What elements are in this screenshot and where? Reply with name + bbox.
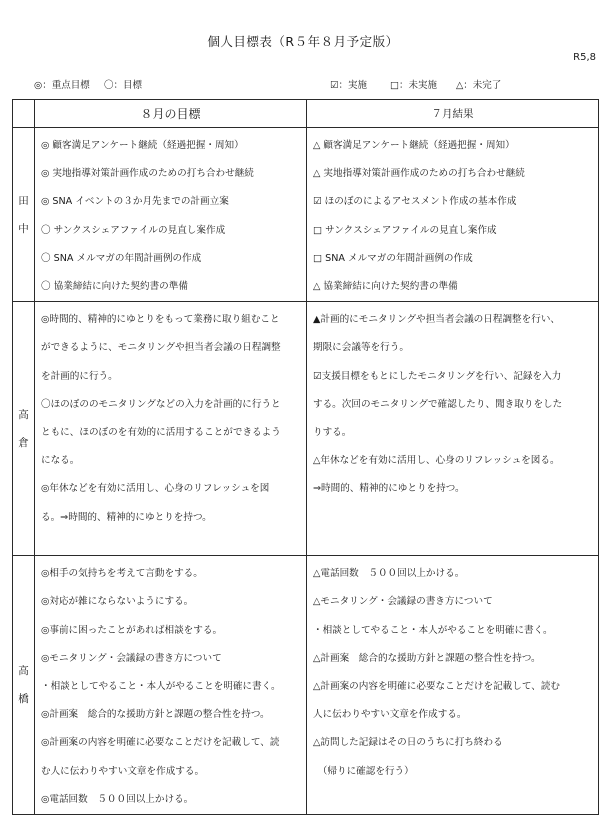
result-line: □ サンクスシェアファイルの見直し案作成 bbox=[313, 224, 497, 236]
results-cell bbox=[307, 302, 599, 556]
goal-line: になる。 bbox=[41, 455, 80, 467]
results-cell bbox=[307, 556, 599, 815]
header-goals: ８月の目標 bbox=[35, 100, 307, 128]
legend-not-done: □：未実施 bbox=[390, 80, 437, 91]
result-line: りする。 bbox=[313, 427, 352, 439]
goals-cell bbox=[35, 128, 307, 302]
result-line: ・相談としてやること・本人がやることを明確に書く。 bbox=[313, 624, 553, 636]
goal-line: む人に伝わりやすい文章を作成する。 bbox=[41, 765, 205, 777]
result-line: 期限に会議等を行う。 bbox=[313, 342, 409, 354]
goal-line: ◎電話回数 ５００回以上かける。 bbox=[41, 793, 194, 805]
result-line: 人に伝わりやすい文章を作成する。 bbox=[313, 709, 467, 721]
goal-line: ◎ 顧客満足アンケート継続（経過把握・周知） bbox=[41, 140, 244, 151]
goal-line: 〇 サンクスシェアファイルの見直し案作成 bbox=[41, 224, 226, 236]
person-name-char: 高 bbox=[18, 665, 29, 678]
person-name-char: 中 bbox=[18, 222, 29, 235]
person-name-char: 高 bbox=[18, 408, 29, 421]
results-cell bbox=[307, 128, 599, 302]
document-date: R5,8 bbox=[573, 52, 596, 63]
goal-line: ともに、ほのぼのを有効的に活用することができるよう bbox=[41, 427, 281, 439]
goal-line: ◎対応が雑にならないようにする。 bbox=[41, 596, 194, 608]
goals-cell bbox=[35, 302, 307, 556]
goal-line: 〇ほのぼののモニタリングなどの入力を計画的に行うと bbox=[41, 398, 281, 410]
result-line: △モニタリング・会議録の書き方について bbox=[313, 596, 493, 608]
goal-line: る。⇒時間的、精神的にゆとりを持つ。 bbox=[41, 511, 212, 523]
header-results: ７月結果 bbox=[307, 100, 599, 128]
table-row bbox=[13, 302, 599, 556]
goal-line: ◎相手の気持ちを考えて言動をする。 bbox=[41, 568, 203, 580]
result-line: △訪問した記録はその日のうちに打ち終わる bbox=[313, 737, 503, 749]
result-line: △年休などを有効に活用し、心身のリフレッシュを図る。 bbox=[313, 455, 560, 467]
goal-line: ・相談としてやること・本人がやることを明確に書く。 bbox=[41, 681, 281, 693]
result-line: ☑支援目標をもとにしたモニタリングを行い、記録を入力 bbox=[313, 370, 562, 382]
goal-line: 〇 協業締結に向けた契約書の準備 bbox=[41, 281, 188, 293]
goal-line: ◎ SNA イベントの３か月先までの計画立案 bbox=[41, 196, 229, 208]
table-header-row bbox=[13, 100, 599, 128]
goal-line: ◎時間的、精神的にゆとりをもって業務に取り組むこと bbox=[41, 314, 280, 326]
document-title: 個人目標表（R５年８月予定版） bbox=[207, 34, 399, 49]
result-line: ▲計画的にモニタリングや担当者会議の日程調整を行い、 bbox=[313, 314, 561, 326]
person-name-char: 倉 bbox=[18, 436, 29, 449]
table-row bbox=[13, 128, 599, 302]
legend bbox=[0, 77, 606, 91]
person-name-char: 橋 bbox=[18, 693, 29, 706]
result-line: （帰りに確認を行う） bbox=[313, 765, 414, 777]
header-empty-cell bbox=[13, 100, 35, 128]
result-line: △ 実地指導対策計画作成のための打ち合わせ継続 bbox=[313, 168, 525, 180]
legend-done: ☑：実施 bbox=[330, 80, 368, 91]
goals-table bbox=[12, 99, 599, 815]
result-line: △計画案の内容を明確に必要なことだけを記載して、読む bbox=[313, 681, 561, 693]
legend-incomplete: △：未完了 bbox=[456, 80, 502, 91]
goal-line: ◎モニタリング・会議録の書き方について bbox=[41, 652, 222, 664]
legend-goal: 〇：目標 bbox=[104, 80, 143, 91]
goal-line: ◎計画案の内容を明確に必要なことだけを記載して、読 bbox=[41, 737, 280, 749]
goal-line: ◎ 実地指導対策計画作成のための打ち合わせ継続 bbox=[41, 168, 254, 180]
legend-priority-goal: ◎：重点目標 bbox=[34, 80, 90, 91]
result-line: △ 顧客満足アンケート継続（経過把握・周知） bbox=[313, 140, 515, 151]
result-line: △電話回数 ５００回以上かける。 bbox=[313, 568, 465, 580]
result-line: ⇒時間的、精神的にゆとりを持つ。 bbox=[313, 483, 465, 495]
goal-line: ◎計画案 総合的な援助方針と課題の整合性を持つ。 bbox=[41, 709, 270, 721]
goals-cell bbox=[35, 556, 307, 815]
result-line: ☑ ほのぼのによるアセスメント作成の基本作成 bbox=[313, 196, 517, 208]
person-name bbox=[13, 128, 35, 302]
person-name-char: 田 bbox=[18, 194, 29, 207]
goal-line: ◎年休などを有効に活用し、心身のリフレッシュを図 bbox=[41, 483, 270, 495]
person-name bbox=[13, 556, 35, 815]
goal-line: ができるように、モニタリングや担当者会議の日程調整 bbox=[41, 342, 281, 354]
result-line: △計画案 総合的な援助方針と課題の整合性を持つ。 bbox=[313, 652, 541, 664]
person-name bbox=[13, 302, 35, 556]
goal-line: を計画的に行う。 bbox=[41, 370, 118, 382]
result-line: □ SNA メルマガの年間計画例の作成 bbox=[313, 252, 473, 264]
goal-line: 〇 SNA メルマガの年間計画例の作成 bbox=[41, 252, 202, 264]
result-line: する。次回のモニタリングで確認したり、聞き取りをした bbox=[313, 398, 563, 410]
table-row bbox=[13, 556, 599, 815]
result-line: △ 協業締結に向けた契約書の準備 bbox=[313, 281, 458, 293]
goal-line: ◎事前に困ったことがあれば相談をする。 bbox=[41, 624, 223, 636]
